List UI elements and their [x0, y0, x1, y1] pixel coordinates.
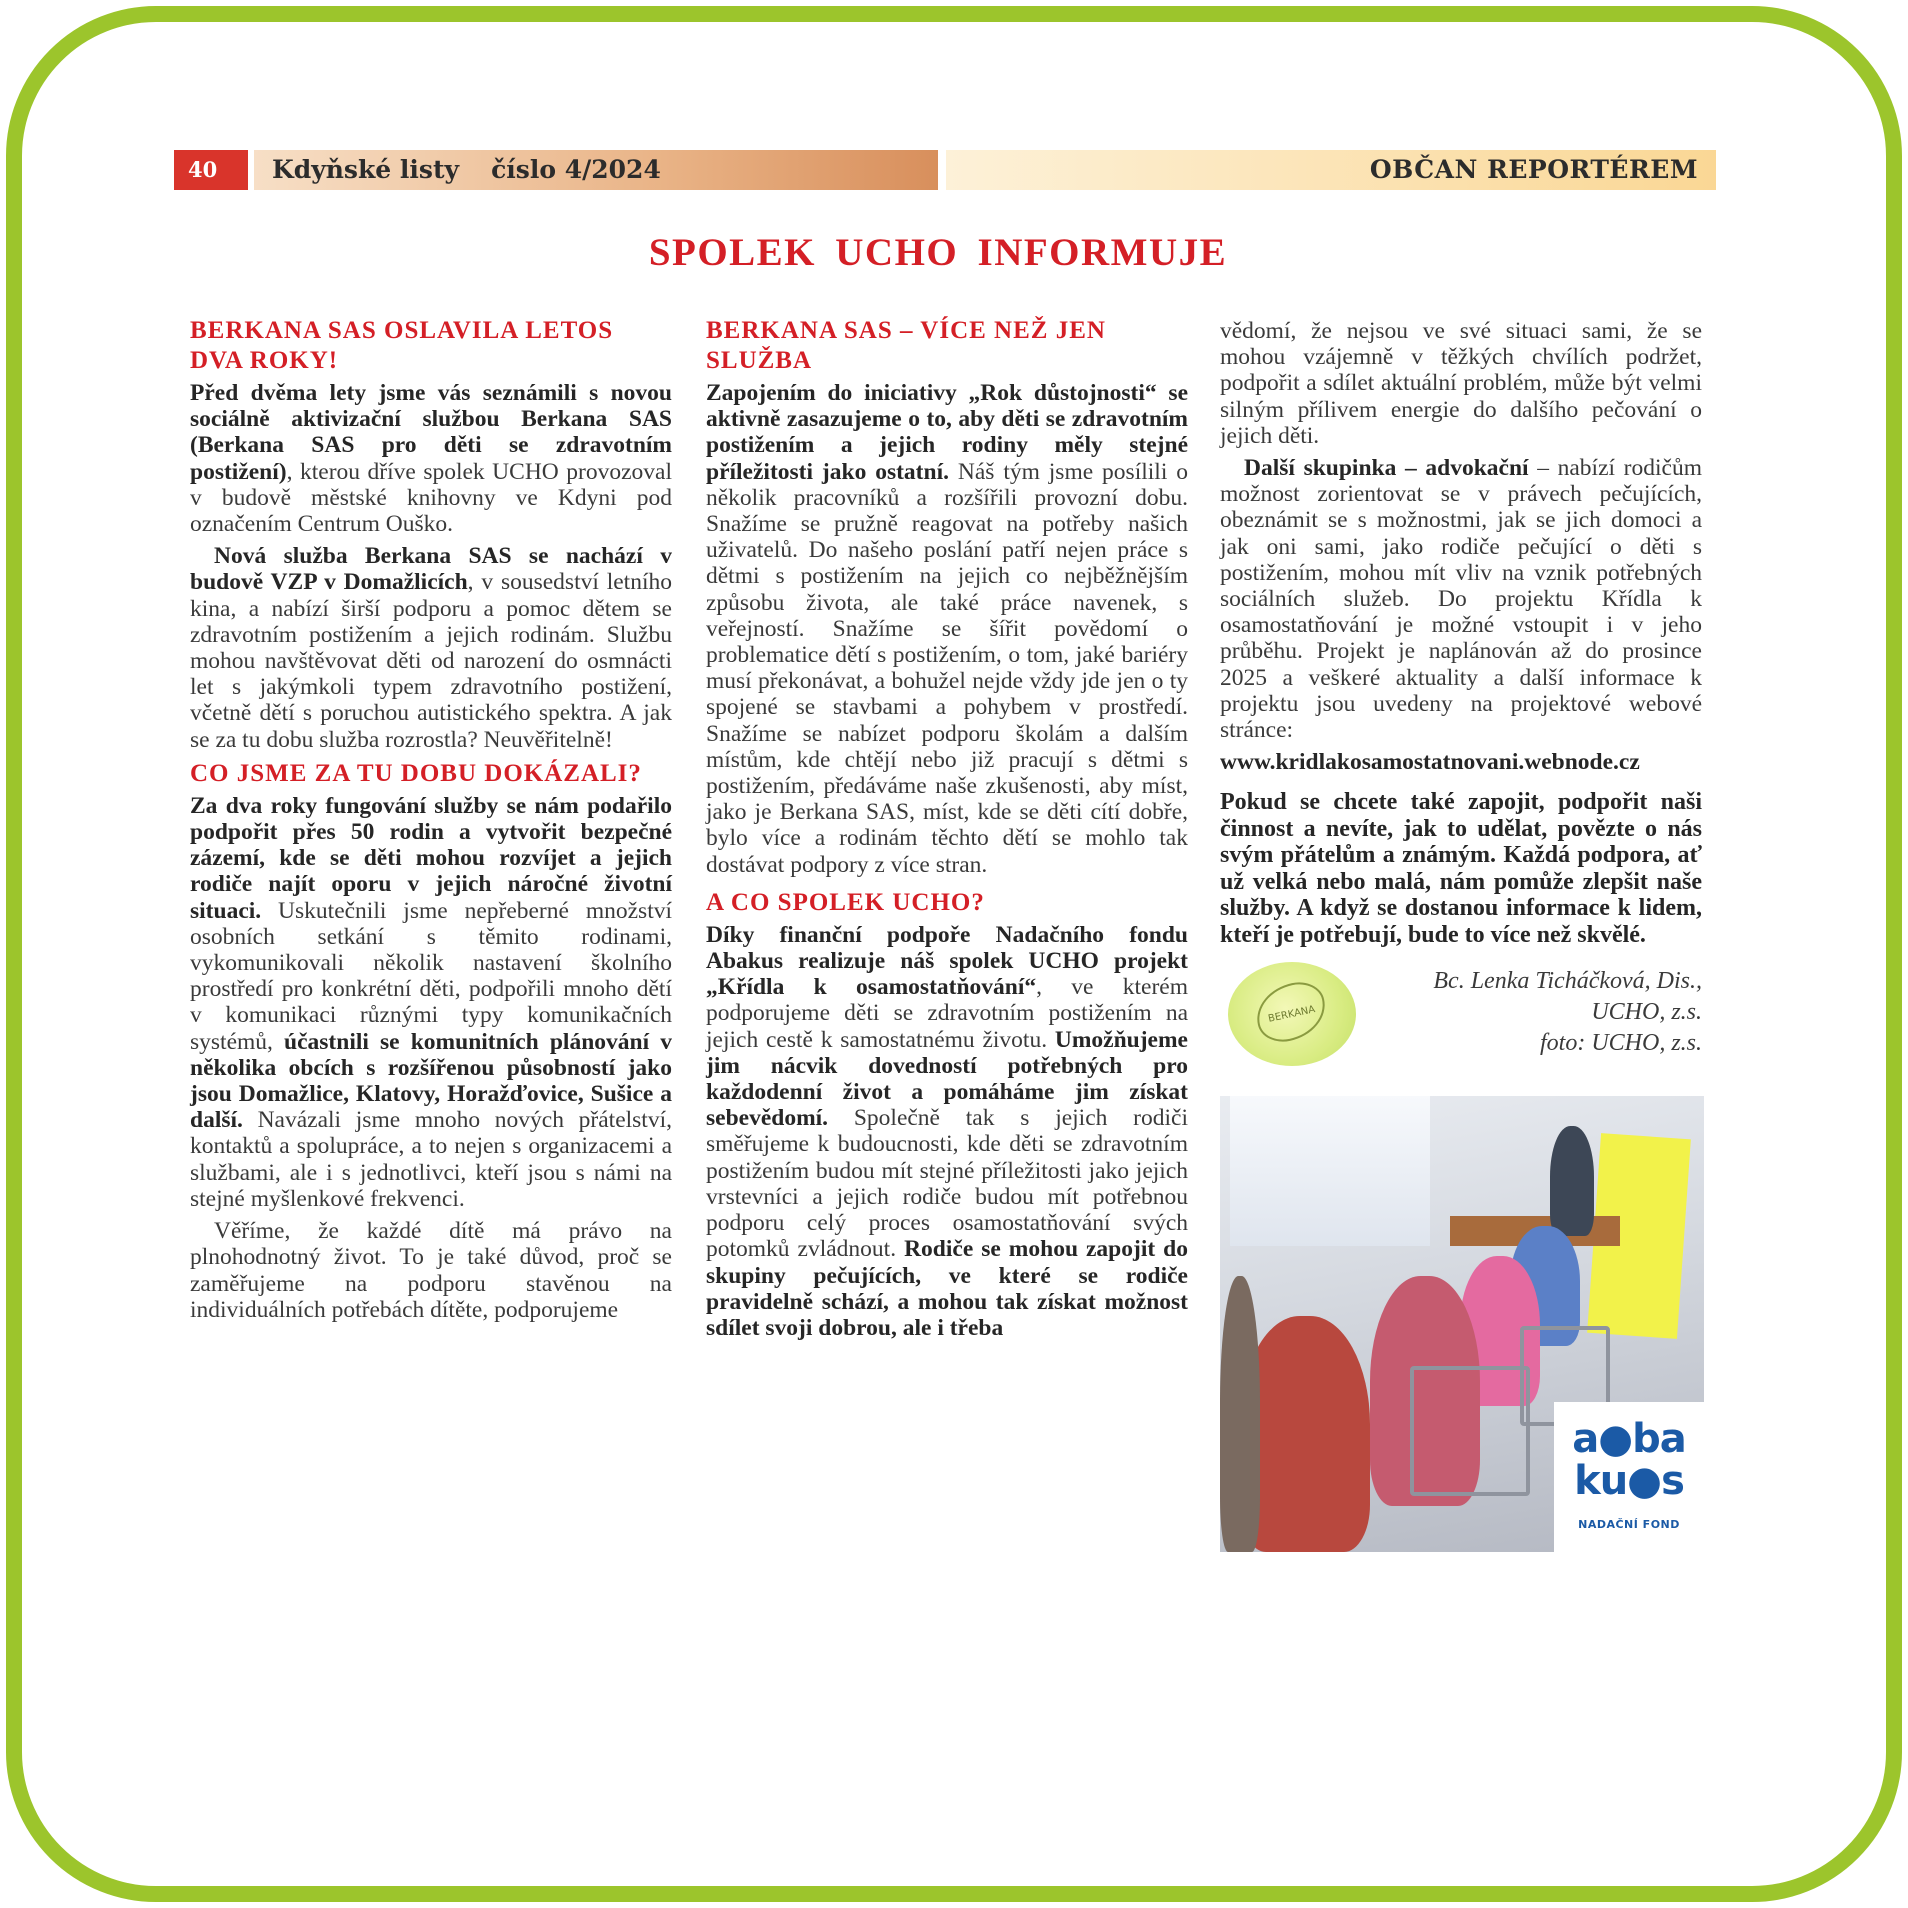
publication-name: Kdyňské listy: [272, 155, 460, 184]
paragraph: Za dva roky fungování služby se nám podařilo podpořit přes 50 rodin a vytvořit bezpečné zázemí, kde se děti mohou rozvíjet a jejich rodiče najít oporu v jejich náročné životní situaci. Uskutečnili jsme nepřeberné množství osobních setkání s těmito rodinami, vykomunikovali několik nastavení školního prostředí pro konkrétní děti, podpořili mnoho dětí v komunikaci různými typy komunikačních systémů, účastnili se komunitních plánování v několika obcích s rozšířenou působností jako jsou Domažlice, Klatovy, Horažďovice, Sušice a další. Navázali jsme mnoho nových přátelství, kontaktů a spolupráce, a to nejen s organizacemi a službami, ale i s jednotlivci, kteří jsou s námi na stejné myšlenkové frekvenci.: [190, 792, 672, 1212]
presenter: [1550, 1126, 1594, 1236]
window: [1230, 1096, 1430, 1246]
project-url: www.kridlakosamostatnovani.webnode.cz: [1220, 749, 1640, 776]
heading-anniversary: BERKANA SAS OSLAVILA LETOS DVA ROKY!: [190, 317, 614, 374]
abakus-logo: a●ba ku●s NADAČNÍ FOND: [1554, 1402, 1704, 1552]
paragraph: Další skupinka – advokační – nabízí rodičům možnost zorientovat se v právech pečujících, obeznámit se s možnostmi, jak se jich domoci a jak oni sami, jako rodiče pečující o děti s postižením, mohou mít vliv na vznik potřebných sociálních služeb. Do projektu Křídla k osamostatňování je možné vstoupit i v jeho průběhu. Projekt je naplánován až do prosince 2025 a veškeré aktuality a další informace k projektu jsou uvedeny na projektové webové stránce:: [1220, 455, 1702, 744]
publication-info: [254, 150, 938, 190]
paragraph: Díky finanční podpoře Nadačního fondu Abakus realizuje náš spolek UCHO projekt „Křídla k osamostatňování“, ve kterém podporujeme děti se zdravotním postižením na jejich cestě k samostatnému životu. Umožňujeme jim nácvik dovedností potřebných pro každodenní život a pomáháme jim získat sebevědomí. Společně tak s jejich rodiči směřujeme k budoucnosti, kde děti se zdravotním postižením budou mít stejné příležitosti jako jejich vrstevníci a jejich rodiče budou mít potřebnou podporu celý proces osamostatňování svých potomků zvládnout. Rodiče se mohou zapojit do skupiny pečujících, ve které se rodiče pravidelně schází, a mohou tak získat možnost sdílet svoji dobrou, ale i třeba: [706, 921, 1188, 1341]
heading-spolek-ucho: A CO SPOLEK UCHO?: [706, 888, 985, 916]
chair: [1410, 1366, 1530, 1496]
paragraph: vědomí, že nejsou ve své situaci sami, že se mohou vzájemně v těžkých chvílích podržet, podpořit a sdílet aktuální problém, může být velmi silným přílivem energie do dalšího pečování o jejich děti.: [1220, 318, 1702, 449]
closing-appeal: Pokud se chcete také zapojit, podpořit naši činnost a nevíte, jak to udělat, povězte o nás svým přátelům a známým. Každá podpora, ať už velká nebo malá, nám pomůže zlepšit naše služby. A když se dostanou informace k lidem, kteří je potřebují, bude to více než skvělé.: [1220, 789, 1702, 948]
page-number: 40: [174, 150, 248, 190]
heading-achievements: CO JSME ZA TU DOBU DOKÁZALI?: [190, 759, 642, 787]
badge-text: BERKANA: [1267, 1004, 1317, 1026]
column-1: [190, 316, 672, 1329]
column-3: [1220, 318, 1702, 1552]
attendee: [1220, 1276, 1260, 1552]
article-title: SPOLEK UCHO INFORMUJE: [648, 231, 1228, 274]
heading-more-than-service: BERKANA SAS – VÍCE NEŽ JEN SLUŽBA: [706, 317, 1106, 374]
author-signature: Bc. Lenka Ticháčková, Dis., UCHO, z.s. foto: UCHO, z.s.: [1433, 968, 1702, 1057]
paragraph: Zapojením do iniciativy „Rok důstojnosti“ se aktivně zasazujeme o to, aby děti se zdravotním postižením a jejich rodiny měly stejné příležitosti jako ostatní. Náš tým jsme posílili o několik pracovníků a rozšířili provozní dobu. Snažíme se pružně reagovat na potřeby našich uživatelů. Do našeho poslání patří nejen práce s dětmi s postižením na jejich co nejběžnějším způsobu života, ale také práce navenek, s veřejností. Snažíme se šířit povědomí o problematice dětí s postižením, o tom, jaké bariéry musí překonávat, a bohužel nejde vždy jde jen o ty spojené se stavbami a pohybem v prostředí. Snažíme se nabízet podporu školám a dalším místům, kde chtějí nebo již pracují s dětmi s postižením, předáváme naše zkušenosti, aby míst, jako je Berkana SAS, míst, kde se děti cítí dobře, bylo více a rodinám těchto dětí se mohlo tak dostávat podpory z více stran.: [706, 380, 1188, 878]
berkana-badge-icon: [1228, 962, 1356, 1066]
section-name: OBČAN REPORTÉREM: [946, 150, 1716, 190]
signature-row: [1220, 962, 1702, 1078]
newspaper-page: [158, 118, 1718, 1730]
paragraph: Před dvěma lety jsme vás seznámili s novou sociálně aktivizační službou Berkana SAS (Berkana SAS pro děti se zdravotním postižení), kterou dříve spolek UCHO provozoval v budově městské knihovny ve Kdyni pod označením Centrum Ouško.: [190, 380, 672, 538]
column-2: [706, 316, 1188, 1347]
page-header: [174, 150, 1716, 190]
workshop-photo: [1220, 1096, 1704, 1552]
paragraph: Nová služba Berkana SAS se nachází v budově VZP v Domažlicích, v sousedství letního kina, a nabízí širší podporu a pomoc dětem se zdravotním postižením a jejich rodinám. Službu mohou navštěvovat děti od narození do osmnácti let s jakýmkoli typem zdravotního postižení, včetně dětí s poruchou autistického spektra. A jak se za tu dobu služba rozrostla? Neuvěřitelně!: [190, 543, 672, 753]
issue-number: číslo 4/2024: [491, 155, 661, 184]
paragraph: Věříme, že každé dítě má právo na plnohodnotný život. To je také důvod, proč se zaměřujeme na podporu stavěnou na individuálních potřebách dítěte, podporujeme: [190, 1218, 672, 1323]
